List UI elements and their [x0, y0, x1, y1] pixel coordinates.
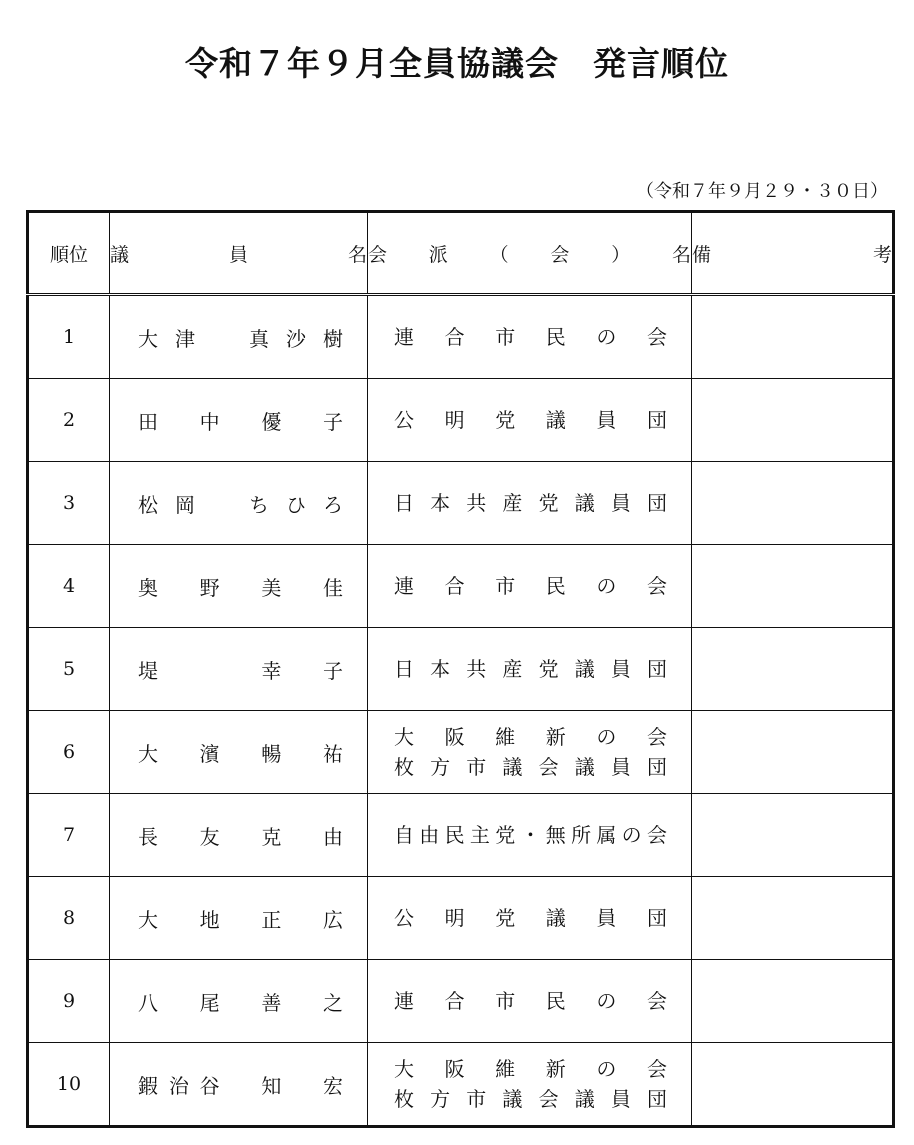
faction-name-char: 方: [430, 1087, 451, 1111]
header-party: [368, 212, 692, 295]
member-name-char: 尾: [199, 990, 220, 1015]
member-name-char: 松: [138, 492, 158, 517]
faction-name-char: 議: [574, 657, 595, 681]
member-name: [110, 1070, 367, 1099]
table-row: [28, 462, 894, 545]
faction-name-line: [368, 654, 691, 684]
header-name-text: [110, 240, 367, 267]
member-name-cell: [110, 462, 368, 545]
faction-name-char: 公: [394, 408, 414, 432]
rank-cell: 10: [28, 1043, 110, 1127]
member-name-char: 八: [138, 990, 158, 1015]
member-name-cell: [110, 794, 368, 877]
remarks-cell: [692, 545, 894, 628]
faction-name-char: 方: [430, 755, 451, 779]
member-name-char: 地: [199, 907, 220, 932]
member-name: [110, 655, 367, 684]
faction-name-cell: [368, 462, 692, 545]
member-name: [110, 572, 367, 601]
header-rank: 順位: [28, 212, 110, 295]
member-name-char: 鍜: [138, 1073, 158, 1098]
member-name: [110, 489, 367, 518]
faction-name-char: 党: [495, 906, 516, 930]
faction-name-char: 団: [646, 755, 667, 779]
header-party-text: [368, 240, 691, 267]
table-row: [28, 545, 894, 628]
faction-name-char: 自: [394, 823, 414, 847]
member-name-char: 中: [199, 409, 220, 434]
faction-name-char: 会: [538, 1087, 559, 1111]
member-name-cell: [110, 295, 368, 379]
faction-name-char: 会: [646, 574, 667, 598]
rank-cell: 7: [28, 794, 110, 877]
member-name-char: 広: [322, 907, 343, 932]
faction-name-line: [368, 820, 691, 850]
faction-name-line: [368, 1054, 691, 1084]
faction-name-char: 産: [502, 491, 523, 515]
faction-name-char: 会: [646, 823, 667, 847]
faction-name-cell: [368, 960, 692, 1043]
header-name-text-char: 員: [228, 243, 248, 266]
table-row: [28, 711, 894, 794]
faction-name-char: 所: [571, 823, 592, 847]
rank-cell: 9: [28, 960, 110, 1043]
speaking-order-table: [26, 210, 895, 1128]
member-name-char: ひ: [286, 492, 306, 517]
member-name-char: [212, 323, 232, 352]
faction-name-line: [368, 405, 691, 435]
faction-name-char: 員: [610, 755, 631, 779]
faction-name-char: 阪: [444, 1057, 465, 1081]
member-name-char: 野: [199, 575, 220, 600]
faction-name-char: 議: [502, 755, 523, 779]
header-name: [110, 212, 368, 295]
member-name-char: 濱: [199, 741, 220, 766]
table-row: [28, 295, 894, 379]
faction-name-line: [368, 1084, 691, 1114]
faction-name-char: 連: [394, 989, 414, 1013]
faction-name-line: [368, 903, 691, 933]
rank-cell: 2: [28, 379, 110, 462]
faction-name-char: 維: [495, 725, 516, 749]
member-name-char: 由: [322, 824, 343, 849]
faction-name-char: 民: [545, 574, 566, 598]
member-name-char: 奥: [138, 575, 158, 600]
member-name-cell: [110, 379, 368, 462]
member-name-char: 佳: [322, 575, 343, 600]
table-row: [28, 794, 894, 877]
member-name-char: 美: [261, 575, 282, 600]
member-name-cell: [110, 1043, 368, 1127]
member-name-char: 善: [261, 990, 282, 1015]
faction-name-char: 民: [545, 325, 566, 349]
faction-name-line: [368, 986, 691, 1016]
member-name-char: [230, 1070, 250, 1099]
member-name-char: 田: [138, 409, 158, 434]
header-party-text-char: 名: [671, 243, 691, 266]
faction-name-cell: [368, 379, 692, 462]
faction-name-char: の: [596, 1057, 617, 1081]
faction-name-char: 党: [538, 657, 559, 681]
member-name-char: 正: [261, 907, 282, 932]
faction-name-char: 市: [495, 574, 516, 598]
document-title: 令和７年９月全員協議会 発言順位: [185, 44, 729, 83]
faction-name-char: の: [621, 823, 642, 847]
faction-name-char: 員: [610, 1087, 631, 1111]
member-name-cell: [110, 628, 368, 711]
member-name-char: 樹: [323, 326, 343, 351]
faction-name-cell: [368, 628, 692, 711]
faction-name-cell: [368, 1043, 692, 1127]
table-row: [28, 960, 894, 1043]
faction-name-char: 会: [646, 1057, 667, 1081]
faction-name-char: 議: [545, 408, 566, 432]
faction-name-cell: [368, 545, 692, 628]
faction-name-char: 合: [444, 989, 465, 1013]
faction-name-char: 枚: [394, 1087, 414, 1111]
faction-name-char: 市: [495, 989, 516, 1013]
faction-name-char: 本: [430, 491, 451, 515]
faction-name-char: の: [596, 725, 617, 749]
rank-cell: 5: [28, 628, 110, 711]
member-name-cell: [110, 711, 368, 794]
faction-name-char: 市: [466, 1087, 487, 1111]
rank-cell: 4: [28, 545, 110, 628]
faction-name-cell: [368, 794, 692, 877]
faction-name-char: 会: [646, 325, 667, 349]
faction-name-char: 議: [574, 491, 595, 515]
faction-name-char: 維: [495, 1057, 516, 1081]
rank-cell: 6: [28, 711, 110, 794]
faction-name-char: 合: [444, 574, 465, 598]
faction-name-char: 会: [646, 725, 667, 749]
faction-name-char: 員: [596, 906, 617, 930]
member-name-char: 大: [138, 326, 158, 351]
faction-name-char: 共: [466, 657, 487, 681]
member-name-char: 大: [138, 741, 158, 766]
member-name-char: 暢: [261, 741, 282, 766]
faction-name-char: 枚: [394, 755, 414, 779]
header-party-text-char: 派: [428, 243, 448, 266]
faction-name-char: 公: [394, 906, 414, 930]
member-name: [110, 904, 367, 933]
member-name-char: 子: [322, 409, 343, 434]
faction-name-char: 民: [545, 989, 566, 1013]
member-name-cell: [110, 545, 368, 628]
faction-name-cell: [368, 295, 692, 379]
member-name-char: 祐: [322, 741, 343, 766]
faction-name-char: 日: [394, 657, 414, 681]
faction-name-char: 大: [394, 1057, 414, 1081]
member-name-char: 友: [199, 824, 220, 849]
member-name: [110, 738, 367, 767]
header-party-text-char: 会: [550, 243, 570, 266]
remarks-cell: [692, 628, 894, 711]
table-row: [28, 379, 894, 462]
member-name-char: 知: [261, 1073, 282, 1098]
faction-name-char: 属: [596, 823, 617, 847]
header-row: [28, 212, 894, 295]
faction-name-char: 大: [394, 725, 414, 749]
member-name: [110, 821, 367, 850]
faction-name-char: 本: [430, 657, 451, 681]
remarks-cell: [692, 711, 894, 794]
faction-name-char: 明: [444, 906, 465, 930]
member-name-char: 堤: [138, 658, 158, 683]
meeting-date: （令和７年９月２９・３０日）: [636, 181, 888, 202]
member-name-char: ろ: [323, 492, 343, 517]
faction-name-cell: [368, 877, 692, 960]
faction-name-char: ・: [520, 823, 541, 847]
faction-name-char: 党: [495, 408, 516, 432]
member-name-char: 大: [138, 907, 158, 932]
member-name-char: [200, 655, 220, 684]
remarks-cell: [692, 960, 894, 1043]
faction-name-line: [368, 571, 691, 601]
faction-name-line: [368, 322, 691, 352]
faction-name-char: 会: [538, 755, 559, 779]
remarks-cell: [692, 794, 894, 877]
member-name-char: 津: [175, 326, 195, 351]
faction-name-char: 議: [502, 1087, 523, 1111]
rank-cell: 8: [28, 877, 110, 960]
table-row: [28, 628, 894, 711]
member-name: [110, 406, 367, 435]
header-name-text-char: 名: [347, 243, 367, 266]
faction-name-char: 議: [574, 755, 595, 779]
faction-name-char: 団: [646, 491, 667, 515]
member-name-char: 幸: [261, 658, 282, 683]
header-party-text-char: （: [489, 243, 509, 266]
member-name-char: [212, 489, 232, 518]
member-name-char: 沙: [286, 326, 306, 351]
member-name-cell: [110, 877, 368, 960]
member-name-char: 之: [322, 990, 343, 1015]
member-name-char: 岡: [175, 492, 195, 517]
member-name-char: 谷: [199, 1073, 220, 1098]
rank-cell: 1: [28, 295, 110, 379]
faction-name-char: 共: [466, 491, 487, 515]
faction-name-line: [368, 752, 691, 782]
faction-name-char: の: [596, 574, 617, 598]
rank-cell: 3: [28, 462, 110, 545]
faction-name-char: 由: [419, 823, 440, 847]
faction-name-char: 団: [646, 1087, 667, 1111]
member-name-cell: [110, 960, 368, 1043]
faction-name-char: 阪: [444, 725, 465, 749]
header-note-text-char: 備: [692, 243, 712, 266]
member-name-char: 治: [168, 1073, 189, 1098]
faction-name-char: の: [596, 325, 617, 349]
faction-name-char: 議: [574, 1087, 595, 1111]
faction-name-char: 議: [545, 906, 566, 930]
header-name-text-char: 議: [110, 243, 130, 266]
faction-name-char: 市: [495, 325, 516, 349]
member-name-char: 優: [261, 409, 282, 434]
member-name-char: 長: [138, 824, 158, 849]
faction-name-char: 新: [545, 725, 566, 749]
table-body: [28, 295, 894, 1127]
faction-name-char: 新: [545, 1057, 566, 1081]
faction-name-char: 団: [646, 408, 667, 432]
remarks-cell: [692, 1043, 894, 1127]
faction-name-char: 連: [394, 574, 414, 598]
header-note-text-char: 考: [872, 243, 892, 266]
header-party-text-char: ）: [611, 243, 631, 266]
faction-name-char: 党: [495, 823, 516, 847]
faction-name-char: 員: [610, 491, 631, 515]
header-note-text: [692, 240, 892, 267]
faction-name-char: 員: [596, 408, 617, 432]
faction-name-char: の: [596, 989, 617, 1013]
faction-name-char: 産: [502, 657, 523, 681]
table-row: [28, 877, 894, 960]
remarks-cell: [692, 379, 894, 462]
member-name-char: [292, 1070, 312, 1099]
faction-name-char: 日: [394, 491, 414, 515]
faction-name-char: 民: [444, 823, 465, 847]
faction-name-line: [368, 722, 691, 752]
member-name-char: 真: [249, 326, 269, 351]
faction-name-char: 市: [466, 755, 487, 779]
header-party-text-char: 会: [368, 243, 388, 266]
remarks-cell: [692, 295, 894, 379]
faction-name-char: 会: [646, 989, 667, 1013]
member-name: [110, 987, 367, 1016]
faction-name-char: 連: [394, 325, 414, 349]
faction-name-char: 団: [646, 906, 667, 930]
member-name-char: ち: [249, 492, 269, 517]
remarks-cell: [692, 462, 894, 545]
member-name-char: 克: [261, 824, 282, 849]
faction-name-cell: [368, 711, 692, 794]
header-note: [692, 212, 894, 295]
faction-name-line: [368, 488, 691, 518]
remarks-cell: [692, 877, 894, 960]
table-row: [28, 1043, 894, 1127]
faction-name-char: 員: [610, 657, 631, 681]
member-name-char: 子: [322, 658, 343, 683]
faction-name-char: 党: [538, 491, 559, 515]
faction-name-char: 合: [444, 325, 465, 349]
faction-name-char: 明: [444, 408, 465, 432]
member-name-char: 宏: [322, 1073, 343, 1098]
member-name: [110, 323, 367, 352]
faction-name-char: 主: [469, 823, 490, 847]
faction-name-char: 団: [646, 657, 667, 681]
faction-name-char: 無: [545, 823, 566, 847]
